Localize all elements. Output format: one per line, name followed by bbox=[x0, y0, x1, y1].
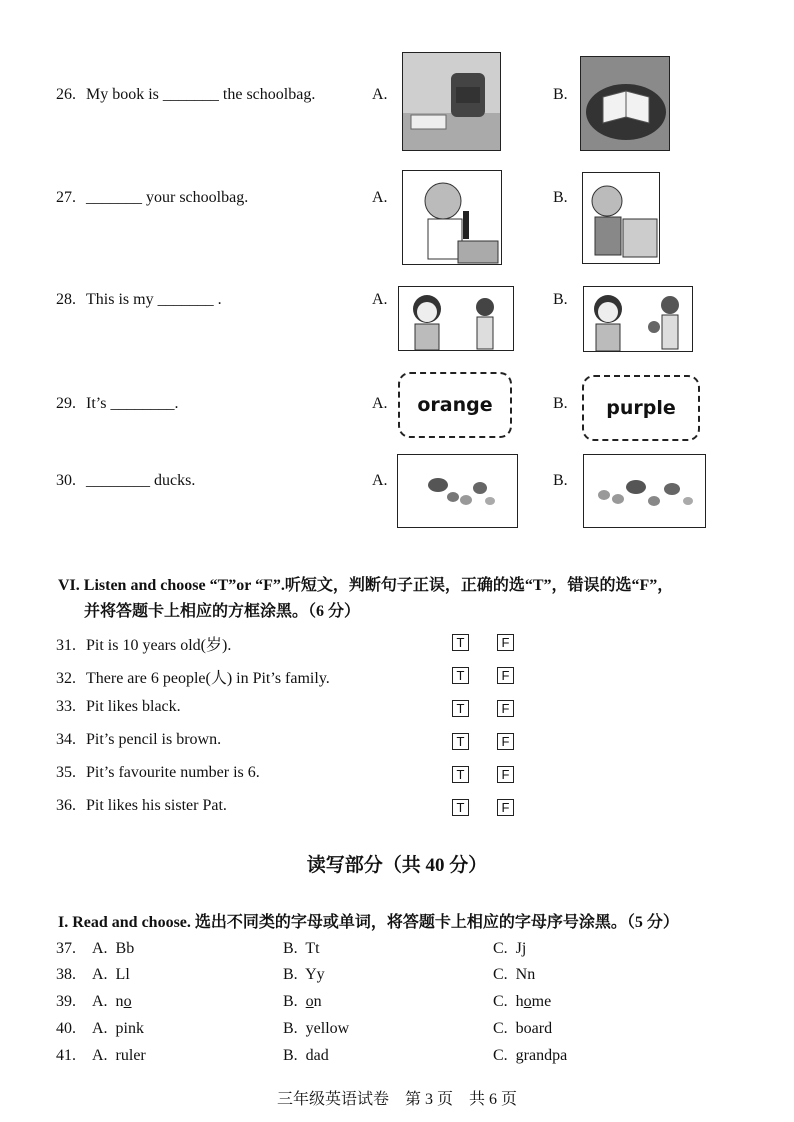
option-text: C. h bbox=[493, 993, 524, 1010]
question-number: 26. bbox=[56, 86, 76, 103]
question-30 bbox=[56, 472, 195, 490]
underlined-letter: o bbox=[305, 993, 314, 1010]
true-box-33[interactable]: T bbox=[452, 700, 469, 717]
option-b-label: B. bbox=[553, 395, 568, 412]
option-a-label: A. bbox=[372, 395, 388, 412]
true-box-31[interactable]: T bbox=[452, 634, 469, 651]
choice-option-b[interactable]: B. Yy bbox=[283, 966, 325, 983]
false-box-32[interactable]: F bbox=[497, 667, 514, 684]
choice-option-a[interactable]: A. ruler bbox=[92, 1047, 146, 1064]
item-text: Pit likes his sister Pat. bbox=[86, 797, 227, 814]
question-27 bbox=[56, 189, 248, 207]
word-card-orange: orange bbox=[398, 372, 512, 438]
tf-item-32 bbox=[56, 665, 330, 688]
question-number: 27. bbox=[56, 189, 76, 206]
option-a-label: A. bbox=[372, 291, 388, 308]
tf-item-33 bbox=[56, 698, 181, 716]
section-vi-heading: VI. Listen and choose “T”or “F”. bbox=[58, 577, 285, 594]
question-26 bbox=[56, 86, 315, 104]
choice-option-a[interactable]: A. Ll bbox=[92, 966, 130, 983]
tf-item-31 bbox=[56, 632, 231, 655]
option-a-label: A. bbox=[372, 86, 388, 103]
item-text: There are 6 people(人) in Pit’s family. bbox=[86, 670, 330, 687]
choice-row-38-number: 38. bbox=[56, 966, 76, 983]
choice-row-40-number: 40. bbox=[56, 1020, 76, 1037]
underlined-letter: o bbox=[523, 993, 532, 1010]
false-box-31[interactable]: F bbox=[497, 634, 514, 651]
question-text: It’s ________. bbox=[86, 395, 179, 412]
choice-option-a[interactable] bbox=[92, 993, 132, 1011]
true-box-36[interactable]: T bbox=[452, 799, 469, 816]
option-text: n bbox=[313, 993, 322, 1010]
choice-option-b[interactable]: B. yellow bbox=[283, 1020, 350, 1037]
item-text: Pit’s favourite number is 6. bbox=[86, 764, 260, 781]
question-number: 29. bbox=[56, 395, 76, 412]
item-text: Pit is 10 years old(岁). bbox=[86, 637, 232, 654]
option-a-label: A. bbox=[372, 189, 388, 206]
option-text: A. n bbox=[92, 993, 124, 1010]
item-number: 31. bbox=[56, 637, 76, 654]
choice-option-c[interactable] bbox=[493, 993, 551, 1011]
girl-and-friend-image bbox=[398, 286, 514, 351]
question-number: 30. bbox=[56, 472, 76, 489]
option-text: B. bbox=[283, 993, 306, 1010]
tf-item-35 bbox=[56, 764, 260, 782]
true-box-32[interactable]: T bbox=[452, 667, 469, 684]
option-b-label: B. bbox=[553, 291, 568, 308]
choice-row-41-number: 41. bbox=[56, 1047, 76, 1064]
choice-option-b[interactable]: B. dad bbox=[283, 1047, 329, 1064]
page-footer: 三年级英语试卷 第 3 页 共 6 页 bbox=[276, 1091, 517, 1108]
question-text: ________ ducks. bbox=[86, 472, 196, 489]
choice-option-b[interactable] bbox=[283, 993, 322, 1011]
tf-item-36 bbox=[56, 797, 227, 815]
item-number: 32. bbox=[56, 670, 76, 687]
question-28 bbox=[56, 291, 222, 309]
tiger-with-pencil-image bbox=[402, 170, 502, 265]
choice-option-c[interactable]: C. Nn bbox=[493, 966, 536, 983]
question-29 bbox=[56, 395, 178, 413]
choice-row-37-number: 37. bbox=[56, 940, 76, 957]
book-in-schoolbag-image bbox=[580, 56, 670, 151]
item-number: 34. bbox=[56, 731, 76, 748]
tf-item-34 bbox=[56, 731, 221, 749]
option-b-label: B. bbox=[553, 86, 568, 103]
choice-option-b[interactable]: B. Tt bbox=[283, 940, 320, 957]
ducks-group-a-image bbox=[397, 454, 518, 528]
item-number: 33. bbox=[56, 698, 76, 715]
false-box-36[interactable]: F bbox=[497, 799, 514, 816]
underlined-letter: o bbox=[123, 993, 132, 1010]
false-box-35[interactable]: F bbox=[497, 766, 514, 783]
item-text: Pit likes black. bbox=[86, 698, 181, 715]
part-title: 读写部分（共 40 分） bbox=[306, 855, 488, 876]
section-vi-instructions: 听短文，判断句子正误，正确的选“T”，错误的选“F”， bbox=[284, 577, 674, 594]
choice-option-c[interactable]: C. grandpa bbox=[493, 1047, 568, 1064]
tiger-opening-bag-image bbox=[582, 172, 660, 264]
schoolbag-on-desk-image bbox=[402, 52, 501, 151]
section-vi-title-line2: 并将答题卡上相应的方框涂黑。（6 分） bbox=[84, 603, 361, 620]
section-i-title bbox=[58, 909, 679, 932]
word-card-purple: purple bbox=[582, 375, 700, 441]
true-box-34[interactable]: T bbox=[452, 733, 469, 750]
true-box-35[interactable]: T bbox=[452, 766, 469, 783]
choice-option-c[interactable]: C. Jj bbox=[493, 940, 527, 957]
option-a-label: A. bbox=[372, 472, 388, 489]
ducks-group-b-image bbox=[583, 454, 706, 528]
choice-option-c[interactable]: C. board bbox=[493, 1020, 553, 1037]
question-text: _______ your schoolbag. bbox=[86, 189, 249, 206]
option-text: me bbox=[531, 993, 552, 1010]
choice-row-39-number: 39. bbox=[56, 993, 76, 1010]
question-text: This is my _______ . bbox=[86, 291, 222, 308]
option-b-label: B. bbox=[553, 472, 568, 489]
item-number: 35. bbox=[56, 764, 76, 781]
choice-option-a[interactable]: A. pink bbox=[92, 1020, 144, 1037]
section-i-heading: I. Read and choose. bbox=[58, 914, 191, 931]
item-text: Pit’s pencil is brown. bbox=[86, 731, 222, 748]
question-number: 28. bbox=[56, 291, 76, 308]
girl-and-boy-with-ball-image bbox=[583, 286, 693, 352]
item-number: 36. bbox=[56, 797, 76, 814]
false-box-34[interactable]: F bbox=[497, 733, 514, 750]
section-vi-title bbox=[58, 572, 673, 595]
choice-option-a[interactable]: A. Bb bbox=[92, 940, 135, 957]
option-b-label: B. bbox=[553, 189, 568, 206]
question-text: My book is _______ the schoolbag. bbox=[86, 86, 316, 103]
section-i-instructions: 选出不同类的字母或单词，将答题卡上相应的字母序号涂黑。（5 分） bbox=[190, 914, 679, 931]
false-box-33[interactable]: F bbox=[497, 700, 514, 717]
